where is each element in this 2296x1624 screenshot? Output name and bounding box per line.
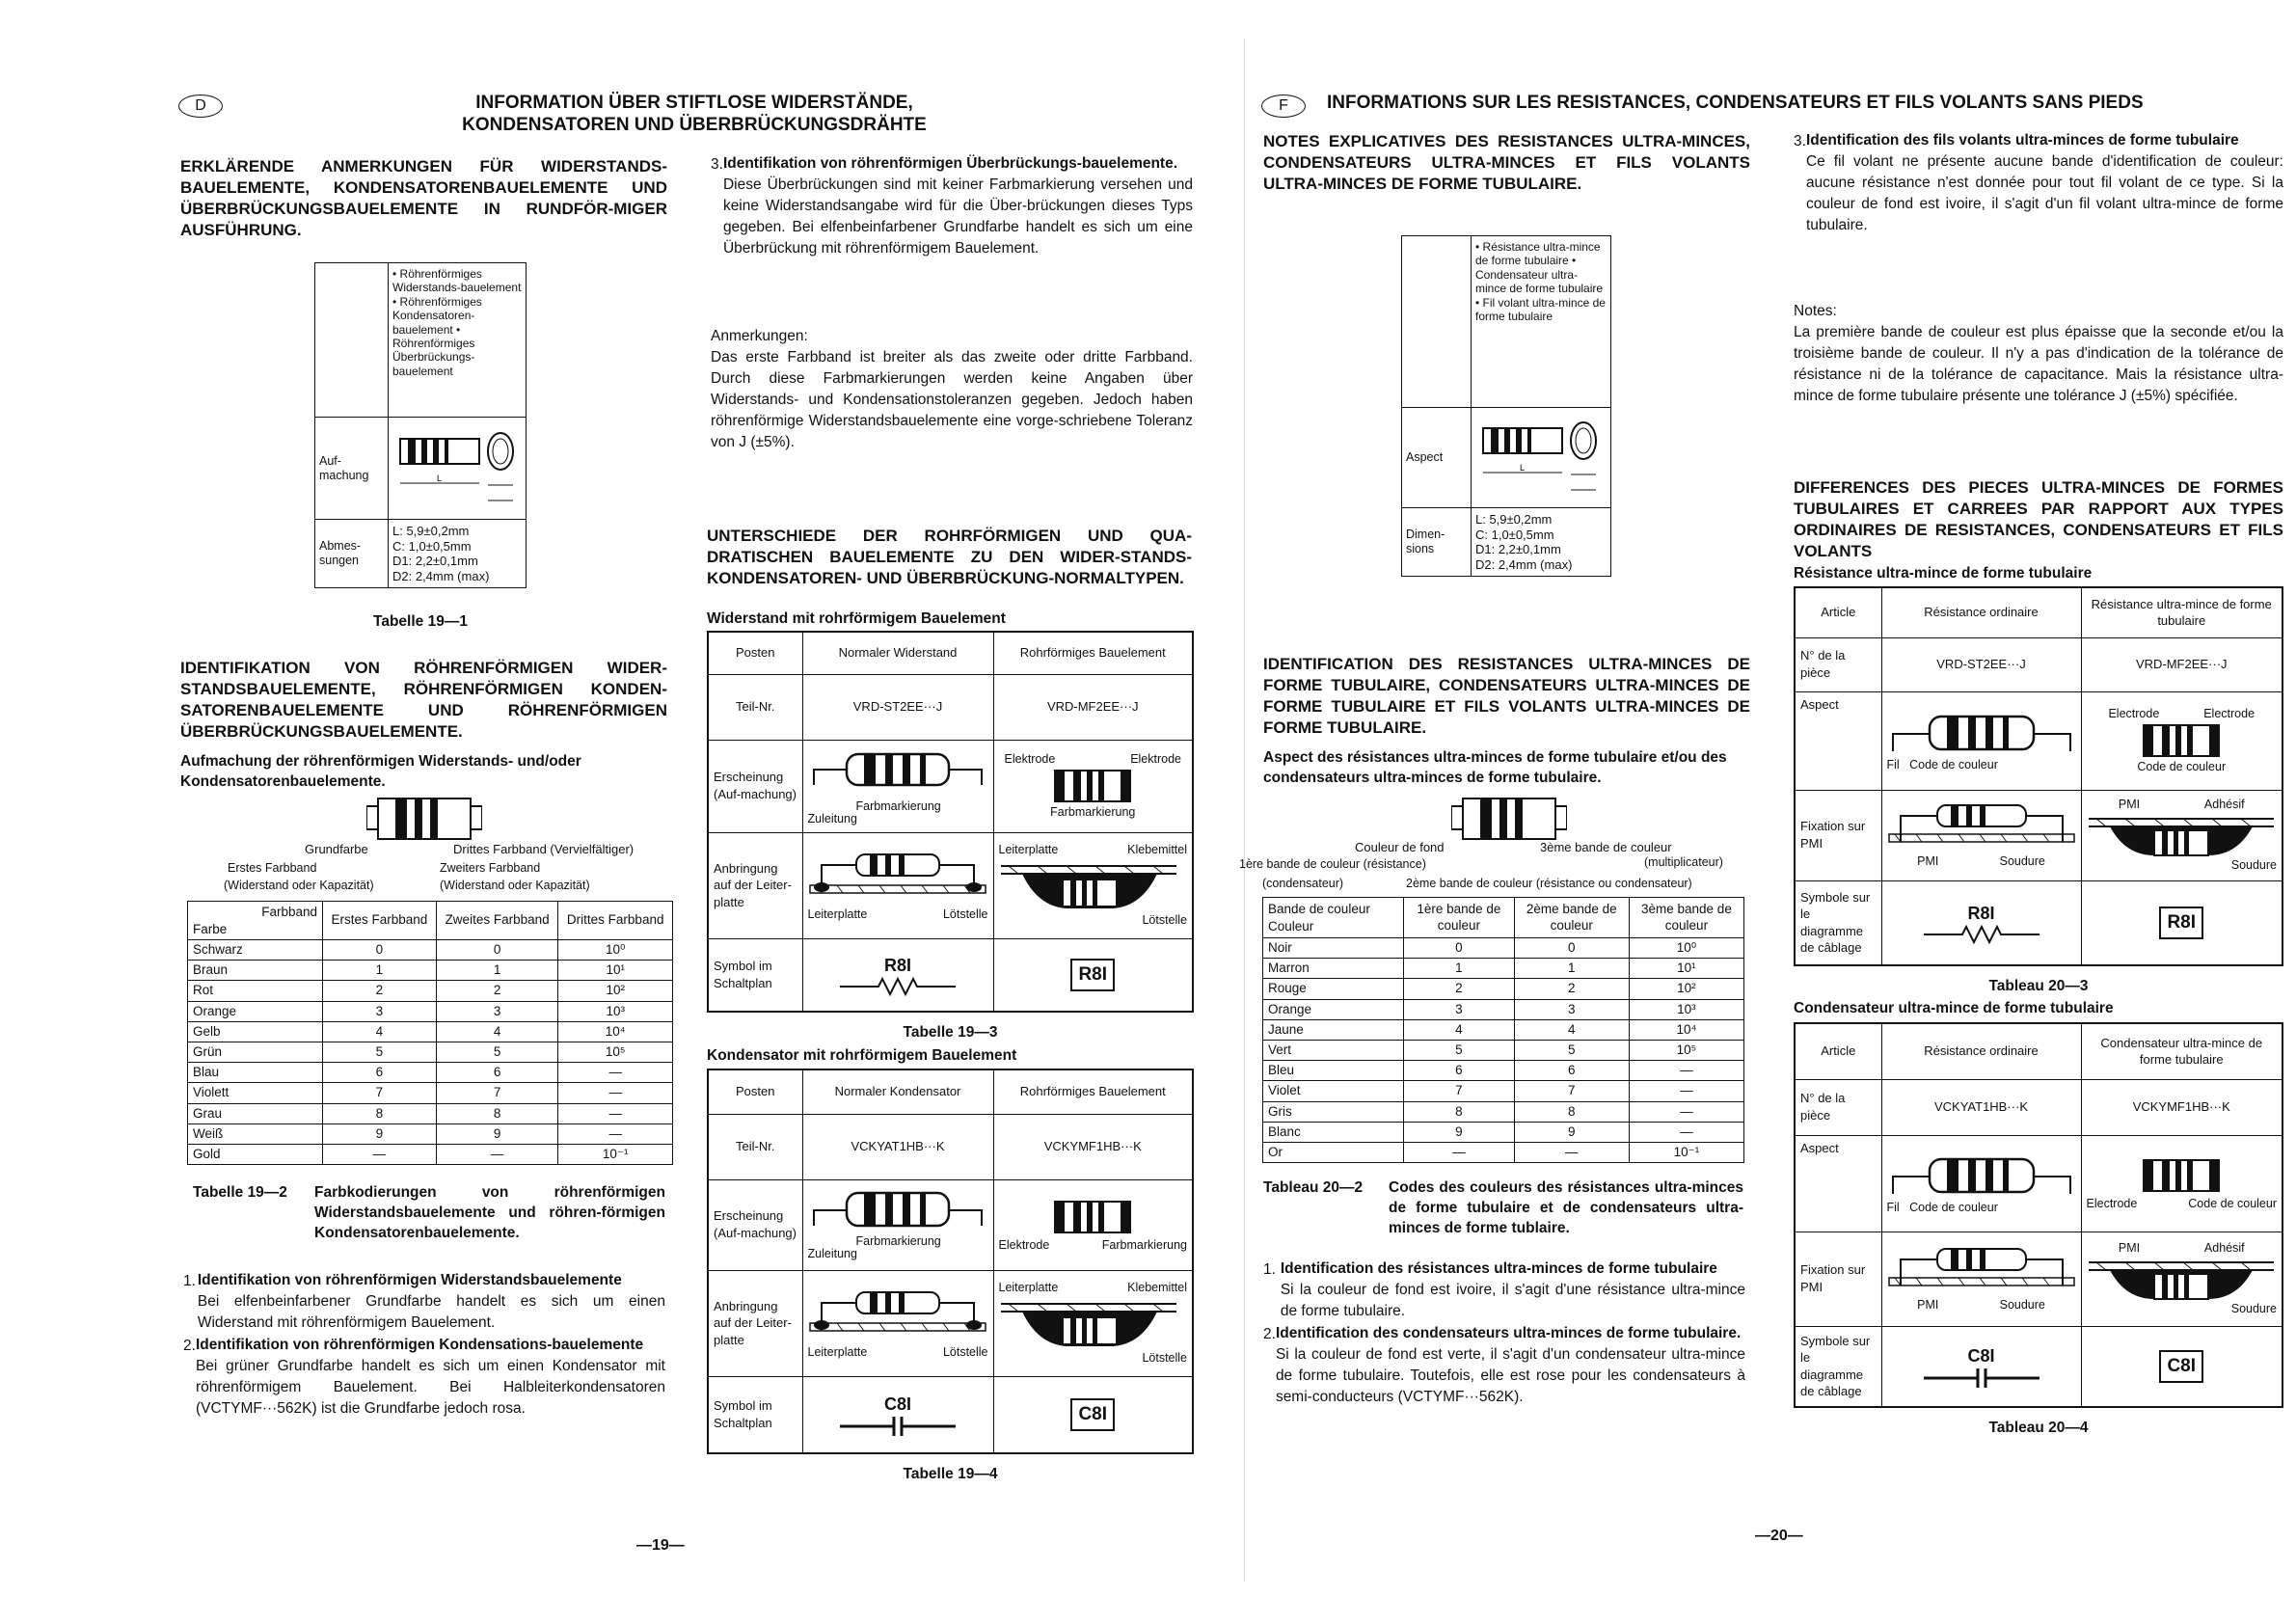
dimension-values-fr: L: 5,9±0,2mm C: 1,0±0,5mm D1: 2,2±0,1mm D2: 2,4mm (max) xyxy=(1472,508,1611,577)
normal-resistor-drawing: Farbmarkierung Zuleitung xyxy=(802,740,993,832)
resistor-table-title-fr: Résistance ultra-mince de forme tubulaire xyxy=(1794,565,2093,582)
color-row: Orange 3 3 10³ xyxy=(188,1001,673,1021)
row-label-dimensions: Abmes-sungen xyxy=(315,520,389,588)
capacitor-comparison-table-de: Posten Normaler Kondensator Rohrförmiges Bauelement Teil-Nr. VCKYAT1HB···K VCKYMF1HB···K Erscheinung (Auf-machung) Farbmarkierung Zuleitung Elektrode Farbmarkierung Anbringung auf der Leiter-platte Leiterplatte Lötstelle Leiterplatte Klebemittel Lötstelle Symbol im Schaltplan C8I C8I xyxy=(707,1069,1194,1454)
normal-capacitor-drawing-fr: Fil Code de couleur xyxy=(1881,1135,2081,1232)
color-row: Weiß 9 9 — xyxy=(188,1123,673,1144)
capacitor-table-title-de: Kondensator mit rohrförmigem Bauelement xyxy=(707,1047,1017,1064)
caption-table-20-2: Tableau 20—2 Codes des couleurs des résistances ultra-minces de forme tubulaire et de condensateurs ultra-minces de forme tublaire. xyxy=(1263,1179,1743,1236)
color-row: Bleu 6 6 — xyxy=(1263,1061,1744,1081)
color-band-diagram-fr: Couleur de fond 3ème bande de couleur 1ère bande de couleur (résistance) (multiplicateur) (condensateur) 2ème bande de couleur (résistance ou condensateur) xyxy=(1239,797,1760,899)
color-row: Schwarz 0 0 10⁰ xyxy=(188,940,673,961)
color-code-table-de: Farbband Farbe Erstes Farbband Zweites Farbband Drittes Farbband Schwarz 0 0 10⁰ Braun 1 1 10¹ Rot 2 2 10² Orange 3 3 10³ Gelb 4 4 10⁴ Grün 5 5 10⁵ Blau 6 6 — Violett 7 7 — Grau 8 8 — Weiß 9 9 — Gold — — 10⁻¹ xyxy=(187,901,673,1165)
row-label-appearance: Auf-machung xyxy=(315,418,389,520)
component-dimension-drawing-fr xyxy=(1472,408,1611,508)
component-types: • Röhrenförmiges Widerstands-bauelement • Röhrenförmiges Kondensatoren-bauelement • Röhrenförmiges Überbrückungs-bauelement xyxy=(389,263,527,418)
dimension-values: L: 5,9±0,2mm C: 1,0±0,5mm D1: 2,2±0,1mm D2: 2,4mm (max) xyxy=(389,520,527,588)
identification-list-fr: 1. Identification des résistances ultra-minces de forme tubulaire Si la couleur de fond est ivoire, il s'agit d'une résistance ultra-mince de forme tubulaire. 2. Identification des condensateurs ultra-minces de forme tubulaire. Si la couleur de fond est verte, il s'agit d'un condensateur ultra-mince de forme tubulaire. Toutefois, elle est rose pour les condensateurs à semi-conducteurs (VCTYMF···562K). xyxy=(1263,1260,1745,1405)
caption-table-20-3: Tableau 20—3 xyxy=(1988,978,2089,994)
capacitor-symbol-normal: C8I xyxy=(802,1376,993,1453)
color-row: Gris 8 8 — xyxy=(1263,1101,1744,1122)
color-row: Violett 7 7 — xyxy=(188,1083,673,1103)
color-code-table-fr: Bande de couleur Couleur 1ère bande de couleur 2ème bande de couleur 3ème bande de couleur Noir 0 0 10⁰ Marron 1 1 10¹ Rouge 2 2 10² Orange 3 3 10³ Jaune 4 4 10⁴ Vert 5 5 10⁵ Bleu 6 6 — Violet 7 7 — Gris 8 8 — Blanc 9 9 — Or — — 10⁻¹ xyxy=(1262,897,1744,1163)
color-row: Orange 3 3 10³ xyxy=(1263,999,1744,1019)
tube-capacitor-drawing: Elektrode Farbmarkierung xyxy=(993,1179,1193,1270)
resistor-symbol-normal: R8I xyxy=(802,938,993,1012)
resistor-symbol-tube: R8I xyxy=(993,938,1193,1012)
color-row: Blau 6 6 — xyxy=(188,1063,673,1083)
subheading-appearance-de: Aufmachung der röhrenförmigen Widerstands- und/oder Kondensatorenbauelemente. xyxy=(180,753,581,790)
color-row: Vert 5 5 10⁵ xyxy=(1263,1040,1744,1060)
language-badge-fr: F xyxy=(1261,95,1306,118)
tube-resistor-drawing: Elektrode Elektrode Farbmarkierung xyxy=(993,740,1193,832)
heading-identification-fr: IDENTIFICATION DES RESISTANCES ULTRA-MINCES DE FORME TUBULAIRE, CONDENSATEURS ULTRA-MINCES DE FORME TUBULAIRE ET FILS VOLANTS ULTRA-MINCES DE FORME TUBULAIRE. xyxy=(1263,655,1750,738)
capacitor-symbol-normal-fr: C8I xyxy=(1881,1326,2081,1407)
heading-identification-de: IDENTIFIKATION VON RÖHRENFÖRMIGEN WIDER-STANDSBAUELEMENTE, RÖHRENFÖRMIGEN KONDEN-SATORENBAUELEMENTE UND RÖHRENFÖRMIGEN ÜBERBRÜCKUNGSBAUELEMENTE. xyxy=(180,659,667,742)
row-label-aspect: Aspect xyxy=(1402,408,1472,508)
color-row: Blanc 9 9 — xyxy=(1263,1122,1744,1142)
capacitor-comparison-table-fr: Article Résistance ordinaire Condensateur ultra-mince de forme tubulaire N° de la pièce VCKYAT1HB···K VCKYMF1HB···K Aspect Fil Code de couleur Electrode Code de couleur Fixation sur PMI PMI Soudure PMI Adhésif Soudure Symbole sur le diagramme de câblage C8I C8I xyxy=(1794,1022,2283,1408)
notes-fr: Notes: La première bande de couleur est plus épaisse que la seconde et/ou la troisième bande de couleur. Il n'y a pas d'indication de la tolérance de résistance ni de la tolérance de capacitance. Mais la résistance ultra-mince de forme tubulaire présente une tolérance J (±5%) spécifiée. xyxy=(1794,303,2283,404)
normal-capacitor-mount-drawing: Leiterplatte Lötstelle xyxy=(802,1270,993,1376)
page-number-20: —20— xyxy=(1755,1528,1803,1544)
color-row: Grau 8 8 — xyxy=(188,1103,673,1123)
item-3-fr: 3. Identification des fils volants ultra-minces de forme tubulaire Ce fil volant ne présente aucune bande d'identification de couleur: aucune résistance n'est donnée pour tout fil volant de ce type. Si la couleur de fond est ivoire, il s'agit d'un fil volant ultra-mince de forme tubulaire. xyxy=(1794,132,2283,233)
tube-resistor-mount-drawing: Leiterplatte Klebemittel Lötstelle xyxy=(993,832,1193,938)
color-row: Rouge 2 2 10² xyxy=(1263,979,1744,999)
resistor-table-title-de: Widerstand mit rohrförmigem Bauelement xyxy=(707,610,1006,627)
tube-capacitor-drawing-fr: Electrode Code de couleur xyxy=(2081,1135,2282,1232)
capacitor-symbol-tube-fr: C8I xyxy=(2081,1326,2282,1407)
item-3-de: 3. Identifikation von röhrenförmigen Überbrückungs-bauelemente. Diese Überbrückungen sind mit keiner Farbmarkierung versehen und keine Widerstandsangabe wird für die Über-brückungen dieses Typs gegeben. Bei elfenbeinfarbener Grundfarbe handelt es sich um eine Überbrückung mit röhrenförmigem Bauelement. xyxy=(711,155,1193,257)
svg-text:L: L xyxy=(1520,462,1526,473)
identification-list-de: 1. Identifikation von röhrenförmigen Widerstandsbauelemente Bei elfenbeinfarbener Grundfarbe handelt es sich um einen Widerstand mit röhrenförmigem Bauelement. 2. Identifikation von röhrenförmigen Kondensations-bauelemente Bei grüner Grundfarbe handelt es sich um einen Kondensator mit röhrenförmigem Bauelement. Bei Halbleiterkondensatoren (VCTYMF···562K) ist die Grundfarbe jedoch rosa. xyxy=(183,1272,665,1417)
svg-text:L: L xyxy=(437,473,443,483)
color-row: Noir 0 0 10⁰ xyxy=(1263,938,1744,959)
color-row: Gelb 4 4 10⁴ xyxy=(188,1021,673,1042)
row-label-dimensions-fr: Dimen-sions xyxy=(1402,508,1472,577)
resistor-symbol-normal-fr: R8I xyxy=(1881,880,2081,965)
color-row: Grün 5 5 10⁵ xyxy=(188,1042,673,1063)
heading-explanatory-fr: NOTES EXPLICATIVES DES RESISTANCES ULTRA-MINCES, CONDENSATEURS ULTRA-MINCES ET FILS VOLANTS ULTRA-MINCES DE FORME TUBULAIRE. xyxy=(1263,132,1750,194)
color-row: Marron 1 1 10¹ xyxy=(1263,959,1744,979)
capacitor-table-title-fr: Condensateur ultra-mince de forme tubulaire xyxy=(1794,1000,2114,1016)
dimension-box-de xyxy=(314,262,527,588)
normal-resistor-mount-drawing: Leiterplatte Lötstelle xyxy=(802,832,993,938)
resistor-comparison-table-de: Posten Normaler Widerstand Rohrförmiges Bauelement Teil-Nr. VRD-ST2EE···J VRD-MF2EE···J Erscheinung (Auf-machung) Farbmarkierung Zuleitung Elektrode Elektrode Farbmarkierung Anbringung auf der Leiter-platte Leiterplatte Lötstelle Leiterplatte Klebemittel Lötstelle Symbol im Schaltplan R8I R8I xyxy=(707,631,1194,1013)
tube-resistor-drawing-fr: Electrode Electrode Code de couleur xyxy=(2081,691,2282,790)
normal-capacitor-mount-drawing-fr: PMI Soudure xyxy=(1881,1232,2081,1326)
color-row: Rot 2 2 10² xyxy=(188,981,673,1001)
capacitor-symbol-tube: C8I xyxy=(993,1376,1193,1453)
resistor-comparison-table-fr: Article Résistance ordinaire Résistance ultra-mince de forme tubulaire N° de la pièce VRD-ST2EE···J VRD-MF2EE···J Aspect Fil Code de couleur Electrode Electrode Code de couleur Fixation sur PMI PMI Soudure PMI Adhésif Soudure Symbole sur le diagramme de câblage R8I R8I xyxy=(1794,586,2283,966)
caption-table-19-3: Tabelle 19—3 xyxy=(903,1024,998,1041)
color-row: Braun 1 1 10¹ xyxy=(188,961,673,981)
color-row: Jaune 4 4 10⁴ xyxy=(1263,1019,1744,1040)
tube-capacitor-mount-drawing: Leiterplatte Klebemittel Lötstelle xyxy=(993,1270,1193,1376)
tube-capacitor-mount-drawing-fr: PMI Adhésif Soudure xyxy=(2081,1232,2282,1326)
heading-differences-de: UNTERSCHIEDE DER ROHRFÖRMIGEN UND QUA-DRATISCHEN BAUELEMENTE ZU DEN WIDER-STANDS- KONDENSATOREN- UND ÜBERBRÜCKUNG-NORMALTYPEN. xyxy=(707,527,1192,588)
normal-resistor-mount-drawing-fr: PMI Soudure xyxy=(1881,790,2081,880)
heading-differences-fr: DIFFERENCES DES PIECES ULTRA-MINCES DE FORMES TUBULAIRES ET CARREES PAR RAPPORT AUX TYPES ORDINAIRES DE RESISTANCES, CONDENSATEURS ET FILS VOLANTS xyxy=(1794,478,2283,561)
tube-resistor-mount-drawing-fr: PMI Adhésif Soudure xyxy=(2081,790,2282,880)
heading-explanatory-de: ERKLÄRENDE ANMERKUNGEN FÜR WIDERSTANDS-BAUELEMENTE, KONDENSATORENBAUELEMENTE UND ÜBERBRÜCKUNGSBAUELEMENTE IN RUNDFÖR-MIGER AUSFÜHRUNG. xyxy=(180,157,667,240)
page-title-de: INFORMATION ÜBER STIFTLOSE WIDERSTÄNDE, KONDENSATOREN UND ÜBERBRÜCKUNGSDRÄHTE xyxy=(462,93,927,136)
caption-table-19-2: Tabelle 19—2 Farbkodierungen von röhrenförmigen Widerstandsbauelemente und röhren-förmigen Kondensatorenbauelemente. xyxy=(193,1184,665,1241)
caption-table-19-4: Tabelle 19—4 xyxy=(903,1466,998,1482)
color-row: Gold — — 10⁻¹ xyxy=(188,1144,673,1164)
caption-table-20-4: Tableau 20—4 xyxy=(1988,1420,2089,1436)
component-types-fr: • Résistance ultra-mince de forme tubulaire • Condensateur ultra-mince de forme tubulaire • Fil volant ultra-mince de forme tubulaire xyxy=(1472,236,1611,408)
color-row: Violet 7 7 — xyxy=(1263,1081,1744,1101)
normal-resistor-drawing-fr: Fil Code de couleur xyxy=(1881,691,2081,790)
color-row: Or — — 10⁻¹ xyxy=(1263,1142,1744,1162)
dimension-box-fr xyxy=(1401,235,1611,577)
language-badge-de: D xyxy=(178,95,223,118)
notes-de: Anmerkungen: Das erste Farbband ist breiter als das zweite oder dritte Farbband. Durch diese Farbmarkierungen werden keine Angaben über Widerstands- und Kondensationstoleranzen gegeben. Jedoch haben röhrenförmige Widerstandsbauelemente eine vorge-schriebene Toleranz von J (±5%). xyxy=(711,328,1193,450)
resistor-symbol-tube-fr: R8I xyxy=(2081,880,2282,965)
color-band-diagram-de: Grundfarbe Drittes Farbband (Vervielfältiger) Erstes Farbband (Widerstand oder Kapazität) Zweiters Farbband (Widerstand oder Kapazität) xyxy=(222,797,685,903)
component-dimension-drawing xyxy=(389,418,527,520)
caption-table-19-1: Tabelle 19—1 xyxy=(373,613,468,630)
page-title-fr: INFORMATIONS SUR LES RESISTANCES, CONDENSATEURS ET FILS VOLANTS SANS PIEDS xyxy=(1327,93,2144,113)
subheading-aspect-fr: Aspect des résistances ultra-minces de forme tubulaire et/ou des condensateurs ultra-minces de forme tubulaire. xyxy=(1263,749,1727,786)
normal-capacitor-drawing: Farbmarkierung Zuleitung xyxy=(802,1179,993,1270)
page-number-19: —19— xyxy=(636,1537,685,1554)
